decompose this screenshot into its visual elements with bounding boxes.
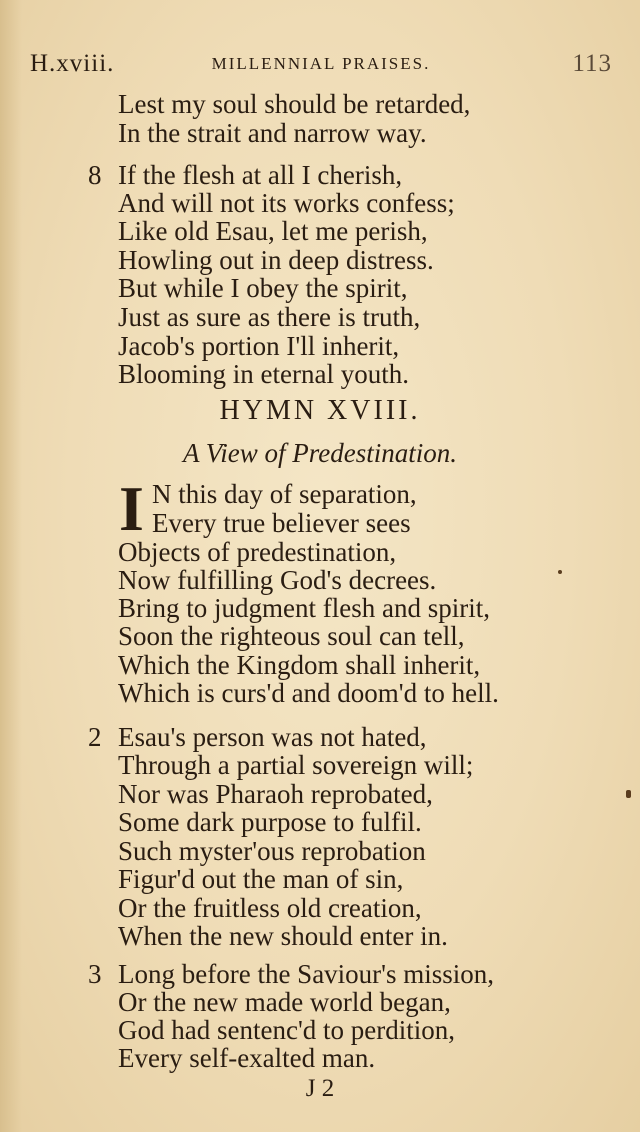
book-title: MILLENNIAL PRAISES. (211, 54, 431, 73)
ink-speck (626, 790, 631, 798)
verse-line: God had sentenc'd to perdition, (118, 1015, 456, 1045)
signature-mark: J 2 (305, 1075, 335, 1102)
hymn-section-marker: H.xviii. (30, 50, 115, 77)
stanza-number: 3 (88, 959, 102, 989)
stanza-number: 8 (88, 160, 102, 190)
verse-line: Jacob's portion I'll inherit, (118, 331, 400, 361)
verse-line: Figur'd out the man of sin, (118, 864, 404, 894)
verse-line: Blooming in eternal youth. (118, 359, 409, 389)
verse-line: Through a partial sovereign will; (118, 750, 474, 780)
verse-line: Every self-exalted man. (118, 1043, 376, 1073)
drop-cap: I (119, 473, 144, 544)
ink-speck (558, 570, 562, 574)
verse-line: N this day of separation, (152, 479, 417, 509)
verse-line: Or the new made world began, (118, 987, 451, 1017)
verse-line: But while I obey the spirit, (118, 273, 408, 303)
verse-line: Such myster'ous reprobation (118, 836, 426, 866)
hymn-title: HYMN XVIII. (219, 395, 421, 426)
verse-line: In the strait and narrow way. (118, 118, 427, 148)
verse-line: When the new should enter in. (118, 921, 448, 951)
verse-line: Or the fruitless old creation, (118, 893, 422, 923)
verse-line: Some dark purpose to fulfil. (118, 807, 422, 837)
verse-line: Now fulfilling God's decrees. (118, 565, 437, 595)
verse-line: Lest my soul should be retarded, (118, 89, 471, 119)
verse-line: And will not its works confess; (118, 188, 455, 218)
running-head (30, 50, 612, 84)
verse-line: Long before the Saviour's mission, (118, 959, 495, 989)
verse-line: Every true believer sees (152, 508, 411, 538)
verse-line: Which is curs'd and doom'd to hell. (118, 678, 499, 708)
verse-line: Which the Kingdom shall inherit, (118, 650, 481, 680)
stanza-number: 2 (88, 722, 102, 752)
verse-line: Soon the righteous soul can tell, (118, 621, 465, 651)
page-number: 113 (572, 50, 612, 77)
verse-line: Esau's person was not hated, (118, 722, 427, 752)
hymn-subtitle: A View of Predestination. (183, 438, 457, 468)
verse-line: Bring to judgment flesh and spirit, (118, 593, 490, 623)
verse-line: Howling out in deep distress. (118, 245, 434, 275)
verse-line: If the flesh at all I cherish, (118, 160, 403, 190)
verse-line: Like old Esau, let me perish, (118, 216, 428, 246)
verse-line: Objects of predestination, (118, 537, 397, 567)
verse-line: Just as sure as there is truth, (118, 302, 421, 332)
verse-line: Nor was Pharaoh reprobated, (118, 779, 433, 809)
page-edge-shadow (0, 0, 22, 1132)
